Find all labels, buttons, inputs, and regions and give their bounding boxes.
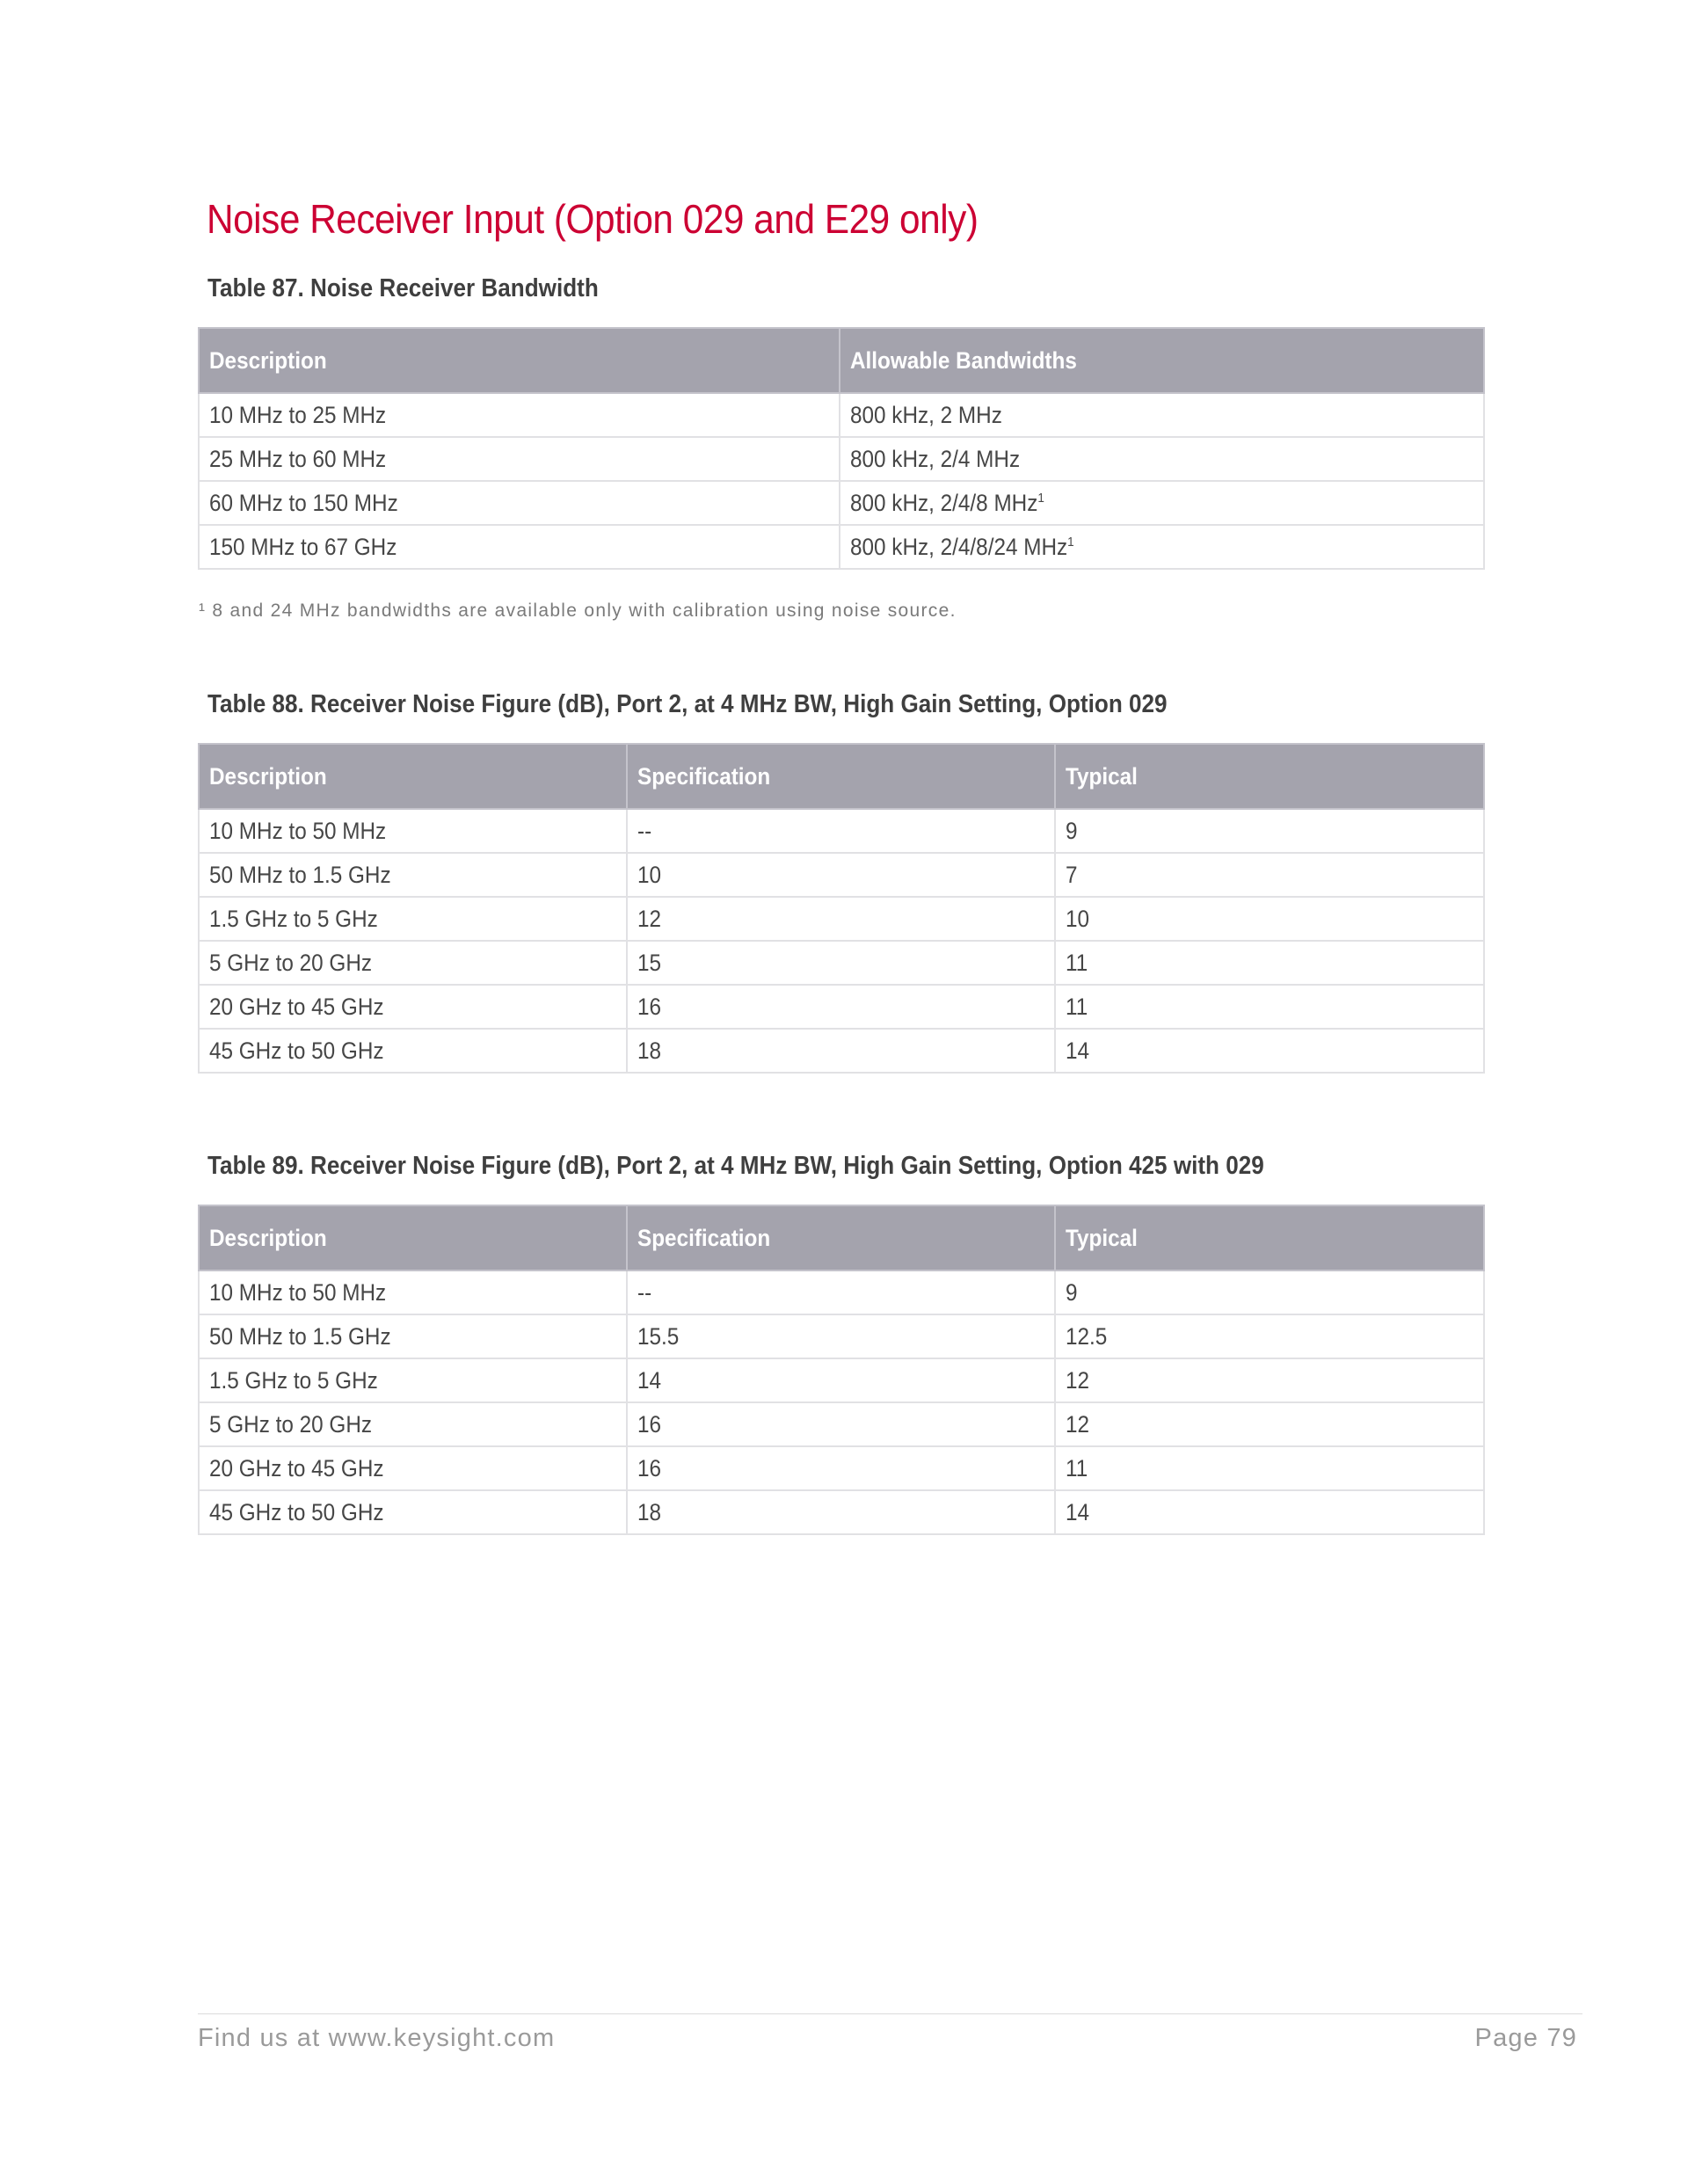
table-row — [199, 525, 1484, 569]
column-header: Allowable Bandwidths — [840, 328, 1484, 393]
table-cell: 800 kHz, 2/4/8 MHz$^1$ — [840, 481, 1484, 525]
table-cell: 16 — [627, 1446, 1055, 1490]
table-cell: 11 — [1055, 941, 1484, 985]
table-cell: 20 GHz to 45 GHz — [199, 1446, 627, 1490]
table-row — [199, 941, 1484, 985]
table-cell: 45 GHz to 50 GHz — [199, 1029, 627, 1073]
table-row — [199, 809, 1484, 853]
page-number: Page 79 — [1474, 2024, 1577, 2052]
column-header: Typical — [1055, 744, 1484, 809]
table-header-row — [199, 328, 1484, 393]
table-cell: 10 MHz to 25 MHz — [199, 393, 840, 437]
table-row — [199, 1490, 1484, 1534]
table-cell: 7 — [1055, 853, 1484, 897]
table-row — [199, 481, 1484, 525]
table-cell: 14 — [627, 1358, 1055, 1402]
table-row — [199, 1402, 1484, 1446]
table-87-caption: Table 87. Noise Receiver Bandwidth — [207, 274, 599, 302]
table-cell: 12 — [1055, 1402, 1484, 1446]
table-cell: 800 kHz, 2/4 MHz — [840, 437, 1484, 481]
table-header-row — [199, 1205, 1484, 1270]
table-cell: 11 — [1055, 985, 1484, 1029]
table-cell: 50 MHz to 1.5 GHz — [199, 1314, 627, 1358]
table-cell: 800 kHz, 2/4/8/24 MHz$^1$ — [840, 525, 1484, 569]
table-cell: 12 — [1055, 1358, 1484, 1402]
footer-divider — [198, 2013, 1582, 2014]
footer-website-text: Find us at www.keysight.com — [198, 2024, 556, 2052]
table-cell: 1.5 GHz to 5 GHz — [199, 897, 627, 941]
footnote-marker: 1 — [1037, 490, 1044, 506]
table-cell: 10 MHz to 50 MHz — [199, 809, 627, 853]
table-cell: 14 — [1055, 1029, 1484, 1073]
table-cell: -- — [627, 1270, 1055, 1314]
column-header: Description — [199, 328, 840, 393]
table-cell: 9 — [1055, 809, 1484, 853]
table-row — [199, 985, 1484, 1029]
table-cell: 10 — [627, 853, 1055, 897]
table-row — [199, 853, 1484, 897]
table-cell: 11 — [1055, 1446, 1484, 1490]
table-89-receiver-noise-figure-option-425 — [198, 1205, 1485, 1535]
table-cell: 25 MHz to 60 MHz — [199, 437, 840, 481]
table-cell: 18 — [627, 1490, 1055, 1534]
table-cell: 20 GHz to 45 GHz — [199, 985, 627, 1029]
table-header-row — [199, 744, 1484, 809]
table-row — [199, 437, 1484, 481]
table-87-noise-receiver-bandwidth — [198, 327, 1485, 570]
table-cell: 45 GHz to 50 GHz — [199, 1490, 627, 1534]
table-cell: 50 MHz to 1.5 GHz — [199, 853, 627, 897]
table-cell: 15 — [627, 941, 1055, 985]
table-cell: 15.5 — [627, 1314, 1055, 1358]
table-89-caption: Table 89. Receiver Noise Figure (dB), Port 2, at 4 MHz BW, High Gain Setting, Option 425 with 029 — [207, 1152, 1264, 1180]
table-cell: 9 — [1055, 1270, 1484, 1314]
table-cell: 150 MHz to 67 GHz — [199, 525, 840, 569]
table-cell: 16 — [627, 985, 1055, 1029]
table-cell: 12 — [627, 897, 1055, 941]
column-header: Description — [199, 1205, 627, 1270]
table-cell: 12.5 — [1055, 1314, 1484, 1358]
table-row — [199, 1446, 1484, 1490]
page-title: Noise Receiver Input (Option 029 and E29 only) — [207, 196, 979, 242]
table-cell: 10 MHz to 50 MHz — [199, 1270, 627, 1314]
table-cell: 5 GHz to 20 GHz — [199, 941, 627, 985]
column-header: Description — [199, 744, 627, 809]
table-cell: 10 — [1055, 897, 1484, 941]
column-header: Specification — [627, 744, 1055, 809]
column-header: Specification — [627, 1205, 1055, 1270]
table-88-caption: Table 88. Receiver Noise Figure (dB), Port 2, at 4 MHz BW, High Gain Setting, Option 029 — [207, 690, 1168, 718]
table-cell: 5 GHz to 20 GHz — [199, 1402, 627, 1446]
table-row — [199, 897, 1484, 941]
table-row — [199, 1270, 1484, 1314]
table-cell: 1.5 GHz to 5 GHz — [199, 1358, 627, 1402]
table-88-receiver-noise-figure — [198, 743, 1485, 1074]
table-row — [199, 1358, 1484, 1402]
table-cell: 800 kHz, 2 MHz — [840, 393, 1484, 437]
table-cell: 18 — [627, 1029, 1055, 1073]
table-row — [199, 393, 1484, 437]
table-87-footnote: ¹ 8 and 24 MHz bandwidths are available only with calibration using noise source. — [199, 601, 957, 621]
table-row — [199, 1029, 1484, 1073]
table-row — [199, 1314, 1484, 1358]
table-cell: 14 — [1055, 1490, 1484, 1534]
table-cell: -- — [627, 809, 1055, 853]
column-header: Typical — [1055, 1205, 1484, 1270]
footnote-marker: 1 — [1067, 534, 1074, 550]
table-cell: 60 MHz to 150 MHz — [199, 481, 840, 525]
table-cell: 16 — [627, 1402, 1055, 1446]
